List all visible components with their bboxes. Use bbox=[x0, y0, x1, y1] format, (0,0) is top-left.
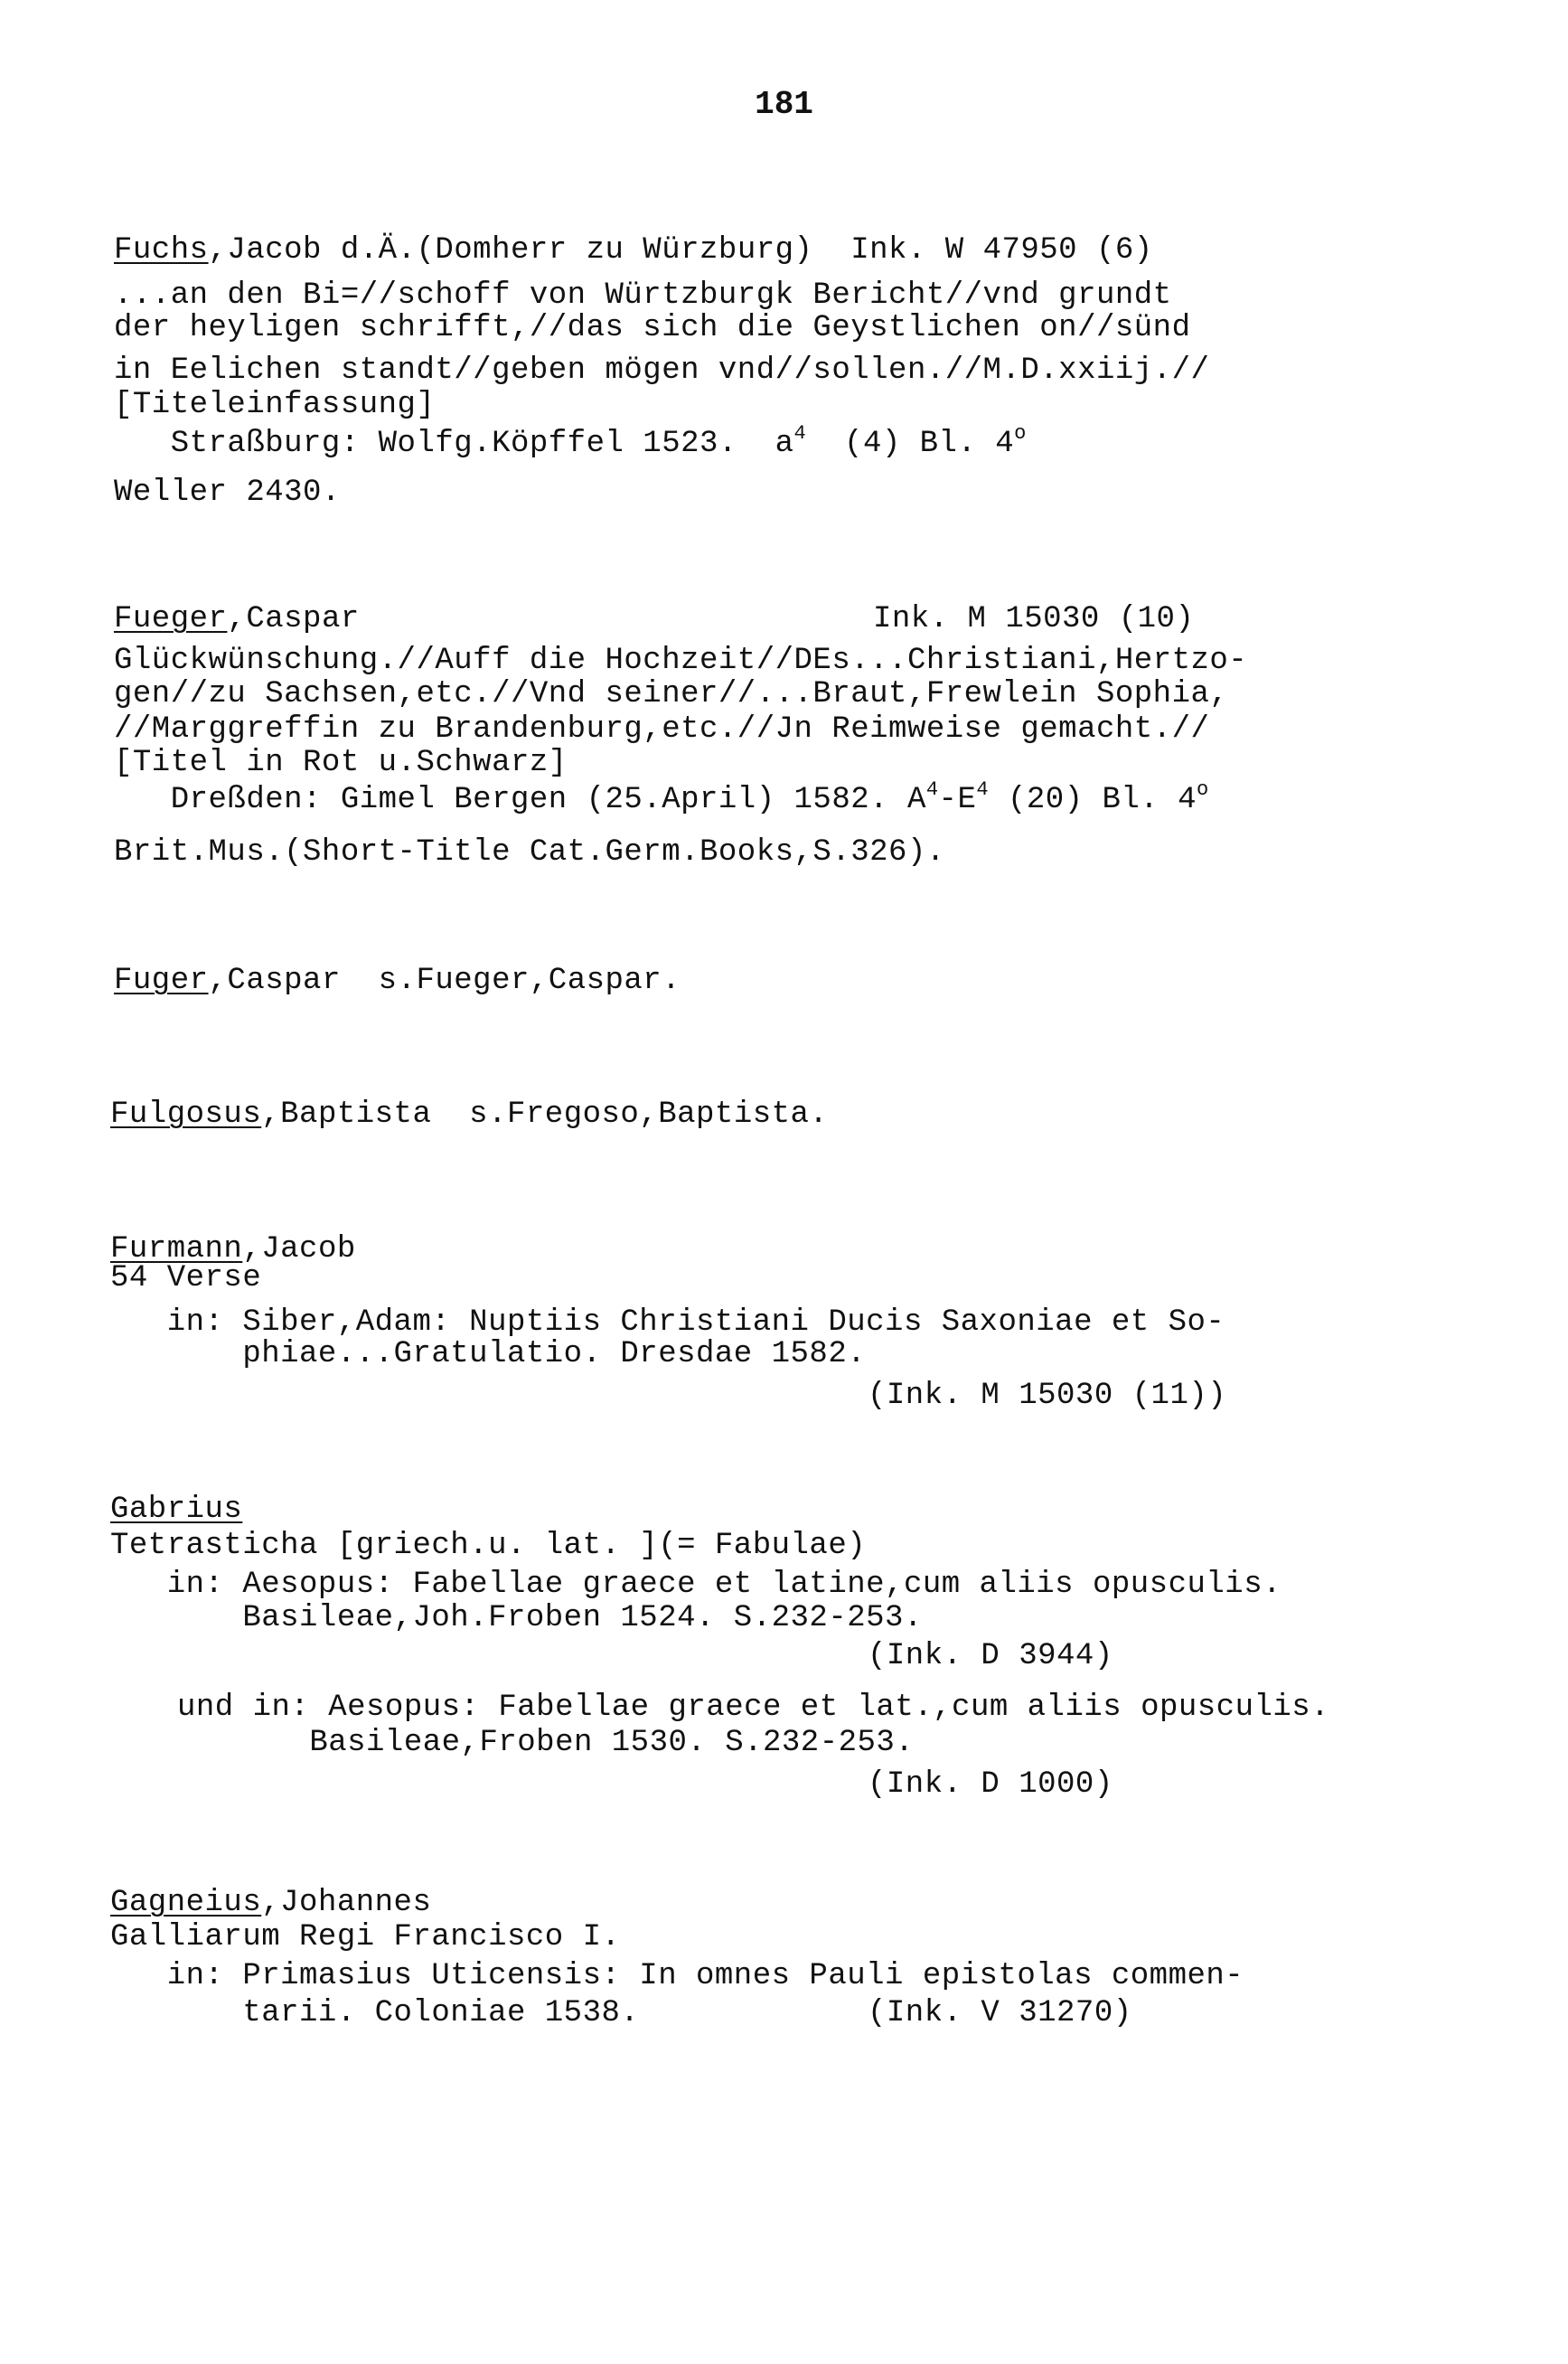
entry-furmann-heading: Furmann bbox=[110, 1232, 243, 1267]
entry-gagneius-line-4: tarii. Coloniae 1538. bbox=[110, 1996, 640, 2030]
entry-fueger-line-7: Brit.Mus.(Short-Title Cat.Germ.Books,S.326). bbox=[114, 835, 945, 870]
entry-gabrius-callnumber-2: (Ink. D 1000) bbox=[868, 1767, 1113, 1802]
entry-fuchs-line-2: ...an den Bi=//schoff von Würtzburgk Bericht//vnd grundt bbox=[114, 278, 1172, 313]
entry-fueger-line-5: [Titel in Rot u.Schwarz] bbox=[114, 746, 568, 780]
entry-fuchs-line-5: [Titeleinfassung] bbox=[114, 388, 436, 422]
entry-fuchs-line-3: der heyligen schrifft,//das sich die Geystlichen on//sünd bbox=[114, 311, 1191, 345]
entry-fueger-line-1: Fueger,Caspar bbox=[114, 602, 360, 636]
entry-fueger-line-4: //Marggreffin zu Brandenburg,etc.//Jn Reimweise gemacht.// bbox=[114, 712, 1210, 747]
entry-gagneius-heading: Gagneius bbox=[110, 1886, 262, 1920]
entry-fuchs-line-7: Weller 2430. bbox=[114, 476, 341, 510]
entry-fueger-line-6: Dreßden: Gimel Bergen (25.April) 1582. $A^4-E^4$ (20) Bl. 4$^o$ bbox=[114, 778, 1209, 817]
entry-gabrius-callnumber-1: (Ink. D 3944) bbox=[868, 1639, 1113, 1673]
entry-fulgosus-heading: Fulgosus bbox=[110, 1097, 262, 1132]
entry-furmann-line-1: Furmann,Jacob bbox=[110, 1232, 356, 1267]
entry-fuger-heading: Fuger bbox=[114, 964, 209, 998]
entry-gagneius-line-2: Galliarum Regi Francisco I. bbox=[110, 1920, 621, 1954]
page-number: 181 bbox=[755, 86, 813, 123]
entry-furmann-line-3: in: Siber,Adam: Nuptiis Christiani Ducis Saxoniae et So- bbox=[110, 1305, 1225, 1340]
entry-furmann-line-4: phiae...Gratulatio. Dresdae 1582. bbox=[110, 1337, 867, 1371]
entry-gagneius-line-3: in: Primasius Uticensis: In omnes Pauli epistolas commen- bbox=[110, 1959, 1244, 1993]
entry-fuger-line-1: Fuger,Caspar s.Fueger,Caspar. bbox=[114, 964, 681, 998]
entry-fueger-line-2: Glückwünschung.//Auff die Hochzeit//DEs...Christiani,Hertzo- bbox=[114, 644, 1248, 678]
entry-gabrius-line-4: und in: Aesopus: Fabellae graece et lat.,cum aliis opusculis. bbox=[177, 1691, 1330, 1725]
entry-fueger-line-3: gen//zu Sachsen,etc.//Vnd seiner//...Braut,Frewlein Sophia, bbox=[114, 677, 1229, 711]
entry-gabrius-line-5: Basileae,Froben 1530. S.232-253. bbox=[177, 1726, 915, 1760]
entry-fuchs-heading: Fuchs bbox=[114, 233, 209, 268]
entry-fuchs-line-1: Fuchs,Jacob d.Ä.(Domherr zu Würzburg) Ink. W 47950 (6) bbox=[114, 233, 1153, 268]
entry-gagneius-callnumber: (Ink. V 31270) bbox=[868, 1996, 1132, 2030]
entry-gabrius-line-2: in: Aesopus: Fabellae graece et latine,cum aliis opusculis. bbox=[110, 1568, 1282, 1602]
entry-fuchs-line-6: Straßburg: Wolfg.Köpffel 1523. $a^4$ (4) Bl. 4$^o$ bbox=[114, 422, 1027, 461]
entry-gabrius-heading: Gabrius bbox=[110, 1493, 243, 1527]
entry-fuchs-line-4: in Eelichen standt//geben mögen vnd//sollen.//M.D.xxiij.// bbox=[114, 353, 1210, 388]
entry-fueger-heading: Fueger bbox=[114, 602, 228, 636]
entry-gabrius-line-3: Basileae,Joh.Froben 1524. S.232-253. bbox=[110, 1601, 923, 1635]
entry-fueger-callnumber: Ink. M 15030 (10) bbox=[873, 602, 1195, 636]
entry-gagneius-line-1: Gagneius,Johannes bbox=[110, 1886, 432, 1920]
entry-gabrius-line-1: Tetrasticha [griech.u. lat. ](= Fabulae) bbox=[110, 1529, 867, 1563]
entry-fulgosus-line-1: Fulgosus,Baptista s.Fregoso,Baptista. bbox=[110, 1097, 829, 1132]
entry-furmann-callnumber: (Ink. M 15030 (11)) bbox=[868, 1379, 1227, 1413]
entry-furmann-line-2: 54 Verse bbox=[110, 1261, 262, 1295]
